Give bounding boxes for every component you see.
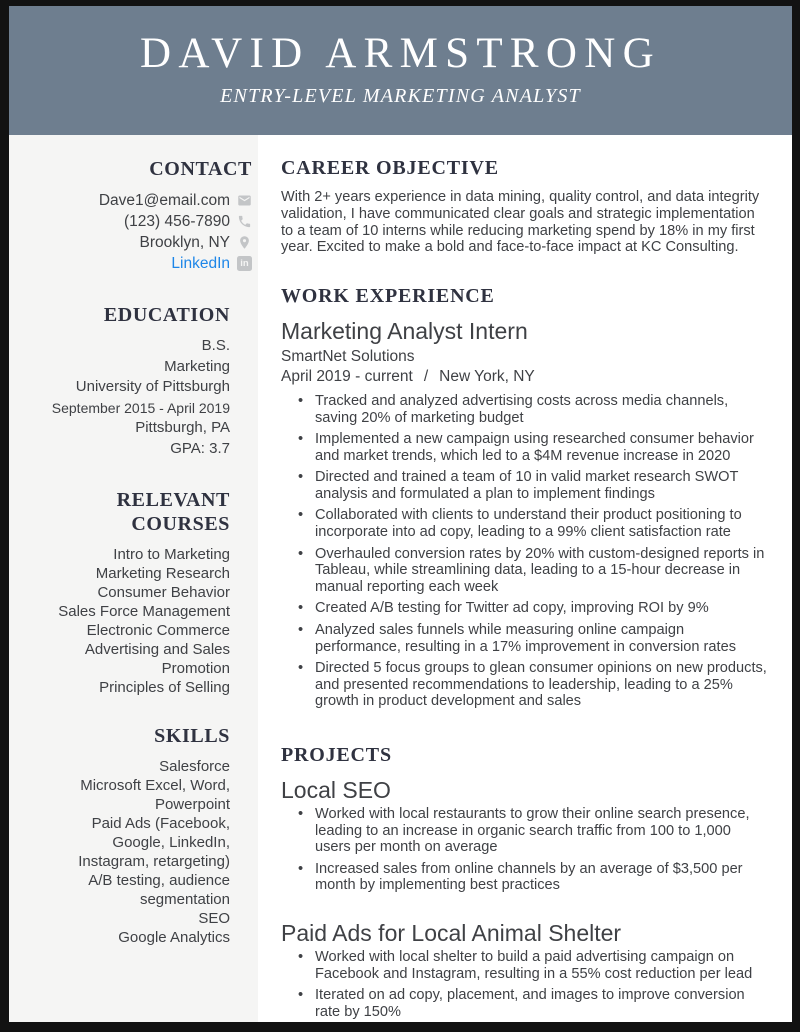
education-heading: EDUCATION [103, 304, 230, 326]
resume-body [9, 135, 792, 1022]
courses-section [39, 488, 252, 697]
course-item: Sales Force Management [58, 603, 230, 620]
email-value: Dave1@email.com [98, 192, 230, 209]
job-bullet-list [281, 393, 770, 710]
projects-heading: PROJECTS [281, 743, 392, 766]
courses-heading: RELEVANT COURSES [116, 489, 230, 535]
candidate-name: DAVID ARMSTRONG [139, 30, 661, 77]
work-experience-section [281, 285, 770, 710]
career-objective-heading: CAREER OBJECTIVE [281, 157, 499, 179]
education-section [39, 303, 252, 459]
skill-item: Paid Ads (Facebook, Google, LinkedIn, Instagram, retargeting) [78, 815, 230, 870]
job-dates: April 2019 - current [281, 368, 413, 386]
course-item: Consumer Behavior [97, 584, 230, 601]
contact-phone-row [39, 211, 252, 232]
contact-location-row [39, 232, 252, 253]
course-item: Principles of Selling [99, 679, 230, 696]
project-paid-ads [281, 919, 770, 1021]
skill-item: Google Analytics [118, 929, 230, 946]
job-date-location [281, 367, 770, 387]
linkedin-icon: in [237, 256, 252, 271]
course-item: Advertising and Sales Promotion [84, 641, 230, 677]
course-item: Electronic Commerce [86, 622, 230, 639]
course-item: Marketing Research [95, 565, 230, 582]
course-item: Intro to Marketing [113, 546, 230, 563]
work-experience-heading: WORK EXPERIENCE [281, 285, 495, 308]
phone-icon [237, 214, 252, 229]
career-objective-text: With 2+ years experience in data mining, quality control, and data integrity validation, I have communicated clear goals and strategic implementation to a team of 10 interns while reducing marketing spend by 18% in my first year. Excited to make a bold and face-to-face impact at KC Consulting. [281, 189, 760, 256]
career-objective-section [281, 157, 770, 256]
job-bullet: • Directed 5 focus groups to glean consumer opinions on new products, and presented recommendations to leadership, leading to a 25% growth in product development and sales [281, 660, 770, 710]
skill-item: Microsoft Excel, Word, Powerpoint [80, 777, 230, 813]
contact-email-row [39, 190, 252, 211]
project-local-seo [281, 776, 770, 894]
education-gpa: GPA: 3.7 [170, 439, 230, 457]
projects-section [281, 744, 770, 1021]
location-pin-icon [237, 235, 252, 250]
skills-section [39, 724, 252, 947]
education-degree: B.S. [201, 337, 230, 354]
contact-heading: CONTACT [149, 158, 252, 180]
project-title: Paid Ads for Local Animal Shelter [281, 919, 622, 946]
job-bullet: • Analyzed sales funnels while measuring online campaign performance, resulting in a 17% improvement in conversion rates [281, 622, 770, 656]
project-bullet: • Worked with local restaurants to grow their online search presence, leading to an increase in organic search traffic from 100 to 1,000 users per month on average [281, 806, 770, 856]
education-school: University of Pittsburgh [75, 378, 230, 395]
job-bullet: • Collaborated with clients to understand their product positioning to incorporate into ad copy, leading to a 99% client satisfaction rate [281, 507, 770, 541]
sidebar [9, 135, 258, 1022]
job-bullet: • Directed and trained a team of 10 in valid market research SWOT analysis and formulated a plan to implement findings [281, 469, 770, 503]
email-icon [237, 193, 252, 208]
job-location: New York, NY [439, 368, 535, 386]
job-bullet: • Implemented a new campaign using researched consumer behavior and market trends, which led to a $4M revenue increase in 2020 [281, 431, 770, 465]
contact-section [39, 157, 252, 274]
contact-linkedin-row [39, 253, 252, 274]
project-title: Local SEO [281, 776, 391, 803]
phone-value: (123) 456-7890 [124, 213, 230, 230]
linkedin-link[interactable]: LinkedIn [171, 255, 230, 272]
skill-item: A/B testing, audience segmentation [88, 872, 230, 908]
date-location-separator: / [423, 368, 429, 386]
company-name: SmartNet Solutions [281, 348, 415, 366]
project-bullet: • Increased sales from online channels by an average of $3,500 per month by implementing best practices [281, 861, 770, 895]
education-dates: September 2015 - April 2019 [51, 399, 230, 416]
resume-header [9, 6, 792, 135]
project-bullet: • Worked with local shelter to build a paid advertising campaign on Facebook and Instagram, resulting in a 55% cost reduction per lead [281, 949, 770, 983]
skills-heading: SKILLS [154, 725, 230, 747]
job-title: Marketing Analyst Intern [281, 318, 528, 345]
project-bullet: • Iterated on ad copy, placement, and images to improve conversion rate by 150% [281, 987, 770, 1021]
project-bullet-list [281, 949, 770, 1021]
education-location: Pittsburgh, PA [135, 419, 230, 436]
job-bullet: • Tracked and analyzed advertising costs across media channels, saving 20% of marketing budget [281, 393, 770, 427]
skill-item: Salesforce [159, 758, 230, 775]
location-value: Brooklyn, NY [139, 234, 230, 251]
project-bullet-list [281, 806, 770, 894]
main-column [258, 135, 792, 1022]
skill-item: SEO [198, 910, 230, 927]
job-bullet: • Created A/B testing for Twitter ad copy, improving ROI by 9% [281, 600, 770, 617]
education-major: Marketing [164, 357, 230, 375]
candidate-title: ENTRY-LEVEL MARKETING ANALYST [220, 85, 581, 108]
job-bullet: • Overhauled conversion rates by 20% with custom-designed reports in Tableau, while streamlining data, leading to a 15-hour decrease in manual reporting each week [281, 546, 770, 596]
